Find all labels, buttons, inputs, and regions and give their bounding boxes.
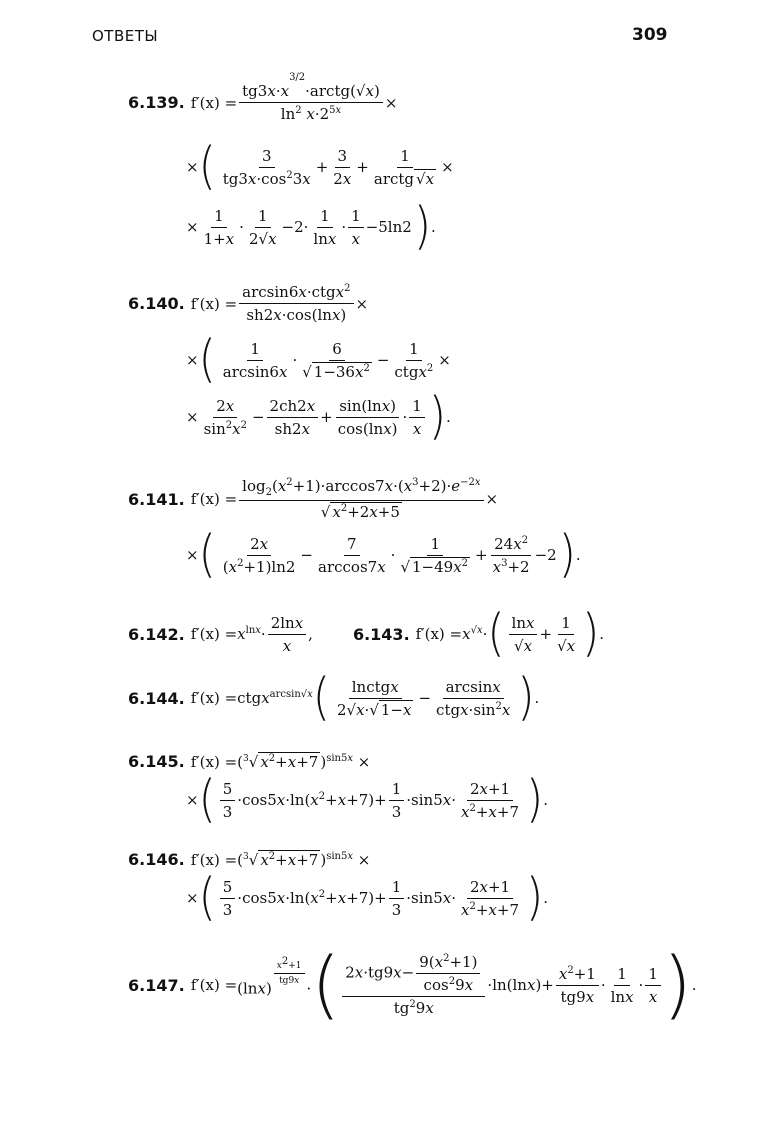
answer-lhs: f′(x) = [190, 850, 238, 869]
answer-6-139-line-1: 6.139. f′(x) = $\frac{tg3x\cdot x^{3/2}\cdot arctg(√x)}{\ln^2 x\cdot 2^{5x}}$ × [128, 72, 398, 123]
answer-lhs: f′(x) = [190, 752, 238, 771]
answer-number: 6.139. [128, 93, 185, 112]
answer-6-145-line-2: × ( $\frac{5}{3}$ $\cdot\cos 5x\cdot\ln(x^2+x+7)+$ $\frac{1}{3}$ ·sin5x· $\frac{2x+1}{x^2+x+7}$ ) . [186, 770, 548, 829]
answer-lhs: f′(x) = [190, 490, 238, 508]
answer-6-139-line-2: × ( $\frac{3}{tg3x\cdot\cos^23x}$ + $\frac{3}{2x}$ + $\frac{1}{\text{arctg √x}}$ × [186, 137, 454, 196]
answer-lhs: f′(x) = [190, 294, 238, 313]
running-header: ОТВЕТЫ [92, 27, 159, 45]
answer-6-141-line-2: × ( $\frac{2x}{(x^2+1)\ln 2}$ − $\frac{7}{\arccos 7x}$ · $\frac{1}{√ 1-49x^2}$ + $\frac{24x^2}{x^3+2}$ −2 ) . [186, 525, 581, 584]
answer-6-139-line-3: × $\frac{1}{1+x}$ · $\frac{1}{2√x}$ −2· $\frac{1}{\ln x}$ · $\frac{1}{x}$ −5ln2 ) . [186, 197, 436, 256]
answer-6-140-line-3: × $\frac{2x}{\sin^2x^2}$ − $\frac{2ch2x}{sh2x}$ + $\frac{\sin(\ln x)}{\cos(\ln x)}$ · $\frac{1}{x}$ ) . [186, 387, 451, 446]
answer-6-145-line-1: 6.145. f′(x) = ($^3$√ $x^2+x+7$ )$^{sin5x}$ × [128, 752, 371, 771]
answer-number: 6.142. [128, 624, 185, 644]
answer-lhs: f′(x) = [190, 976, 238, 994]
answer-6-146-line-2: × ( $\frac{5}{3}$ $\cdot\cos 5x\cdot\ln(x^2+x+7)+$ $\frac{1}{3}$ ·sin5x· $\frac{2x+1}{x^2+x+7}$ ) . [186, 868, 548, 927]
answer-6-140-line-1: 6.140. f′(x) = $\frac{\arcsin 6x\cdot ctgx^2}{sh2x\cdot\cos(\ln x)}$ × [128, 283, 369, 324]
answer-number: 6.141. [128, 489, 185, 509]
answer-6-142-line: 6.142. f′(x) = $x^{lnx}\cdot$ $\frac{2\ln x}{x}$ , 6.143. f′(x) = $x^{√x}\cdot$ ( $\frac{\ln x}{√x}$ + $\frac{1}{√x}$ ) . [128, 604, 605, 663]
answer-number: 6.144. [128, 688, 185, 708]
page-number: 309 [632, 25, 668, 45]
answer-6-144-line: 6.144. f′(x) = ctgx$^{arcsin√x}$ ( $\frac{\text{lnctgx}}{2√x\cdot√ 1-x}$ − $\frac{\arcsin x}{ctgx\cdot\sin^2x}$ ) . [128, 668, 540, 727]
fraction: $\frac{tg3x\cdot x^{3/2}\cdot arctg(√x)}{\ln^2 x\cdot 2^{5x}}$ [239, 82, 383, 123]
answer-lhs: f′(x) = [415, 625, 463, 643]
answer-6-140-line-2: × ( $\frac{1}{\arcsin 6x}$ · $\frac{6}{√ 1-36x^2}$ − $\frac{1}{ctgx^2}$ × [186, 330, 451, 389]
answer-6-146-line-1: 6.146. f′(x) = ($^3$√ $x^2+x+7$ )$^{sin5x}$ × [128, 850, 371, 869]
answer-lhs: f′(x) = [190, 93, 238, 112]
answer-6-141-line-1: 6.141. f′(x) = $\frac{\log_2(x^2+1)\cdot\arccos 7x\cdot(x^3+2)\cdot e^{-2x}}{√ x^2+2x+5}$ × [128, 477, 499, 521]
answer-number: 6.143. [352, 624, 410, 644]
answer-lhs: f′(x) = [190, 625, 238, 643]
answer-number: 6.147. [128, 975, 185, 995]
answer-6-147-line: 6.147. f′(x) = (lnx) $^{\frac{x^2+1}{tg9x}}$ · ( 2x·tg9x− $\frac{9(x^2+1)}{\cos^29x}$ $tg^29x$ ·ln(lnx)+ $\frac{x^2+1}{tg9x}$ · $\frac{1}{\ln x}$ · $\frac{1}{x}$ ) . [128, 942, 697, 1028]
answer-number: 6.140. [128, 294, 185, 313]
answer-number: 6.146. [128, 850, 185, 869]
answer-number: 6.145. [128, 752, 185, 771]
answer-lhs: f′(x) = [190, 689, 238, 707]
